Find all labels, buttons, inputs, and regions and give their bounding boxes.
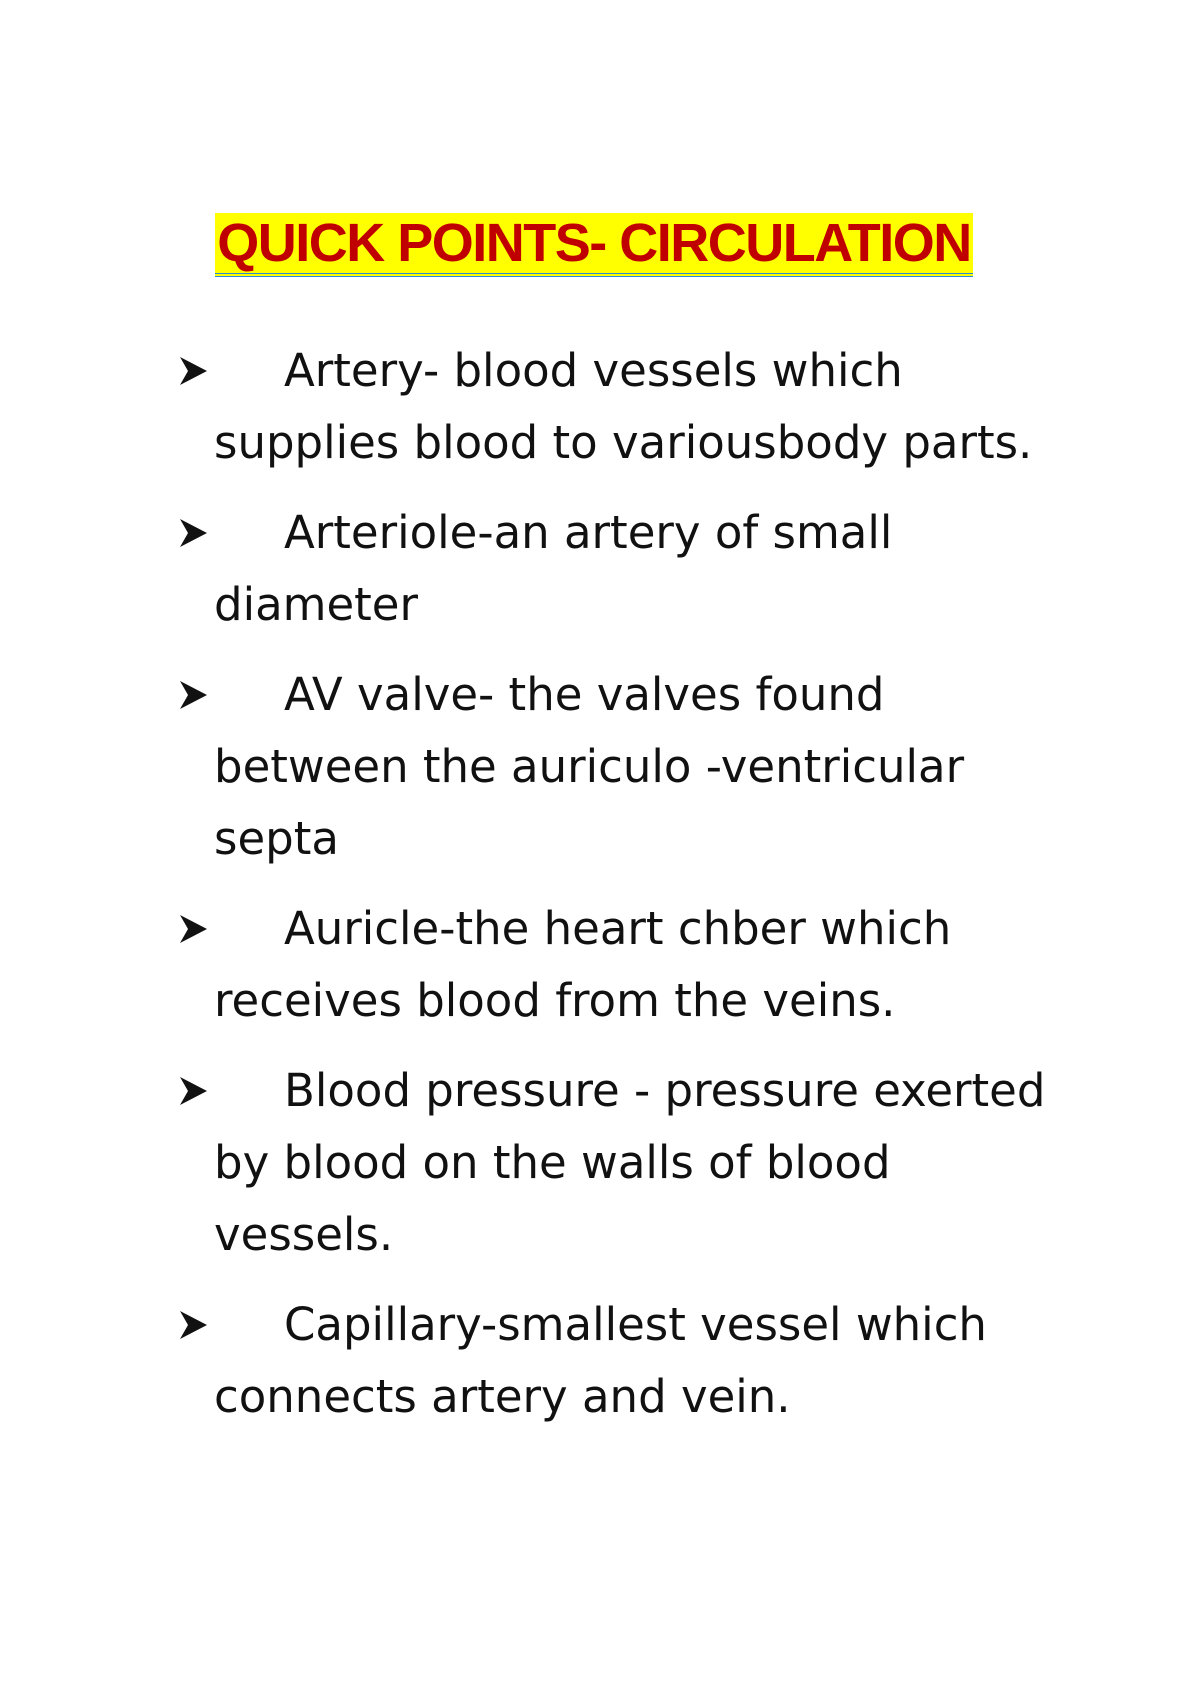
list-item-text: Arteriole-an artery of small diameter — [214, 506, 893, 631]
list-item — [178, 1289, 1078, 1433]
list-item-text: Capillary-smallest vessel which connects artery and vein. — [214, 1298, 987, 1423]
page-title: QUICK POINTS- CIRCULATION — [215, 213, 972, 277]
arrowhead-bullet-icon — [178, 497, 214, 569]
list-item — [178, 1055, 1078, 1271]
title-container — [0, 213, 1200, 277]
list-item — [178, 893, 1078, 1037]
list-item-text: Blood pressure - pressure exerted by blood on the walls of blood vessels. — [214, 1064, 1046, 1261]
quick-points-list — [178, 335, 1078, 1451]
arrowhead-bullet-icon — [178, 1289, 214, 1361]
list-item-text: Artery- blood vessels which supplies blood to variousbody parts. — [214, 344, 1033, 469]
list-item-text: AV valve- the valves found between the auriculo -ventricular septa — [214, 668, 965, 865]
list-item-text: Auricle-the heart chber which receives blood from the veins. — [214, 902, 952, 1027]
list-item — [178, 335, 1078, 479]
list-item — [178, 497, 1078, 641]
arrowhead-bullet-icon — [178, 335, 214, 407]
arrowhead-bullet-icon — [178, 1055, 214, 1127]
arrowhead-bullet-icon — [178, 893, 214, 965]
list-item — [178, 659, 1078, 875]
arrowhead-bullet-icon — [178, 659, 214, 731]
